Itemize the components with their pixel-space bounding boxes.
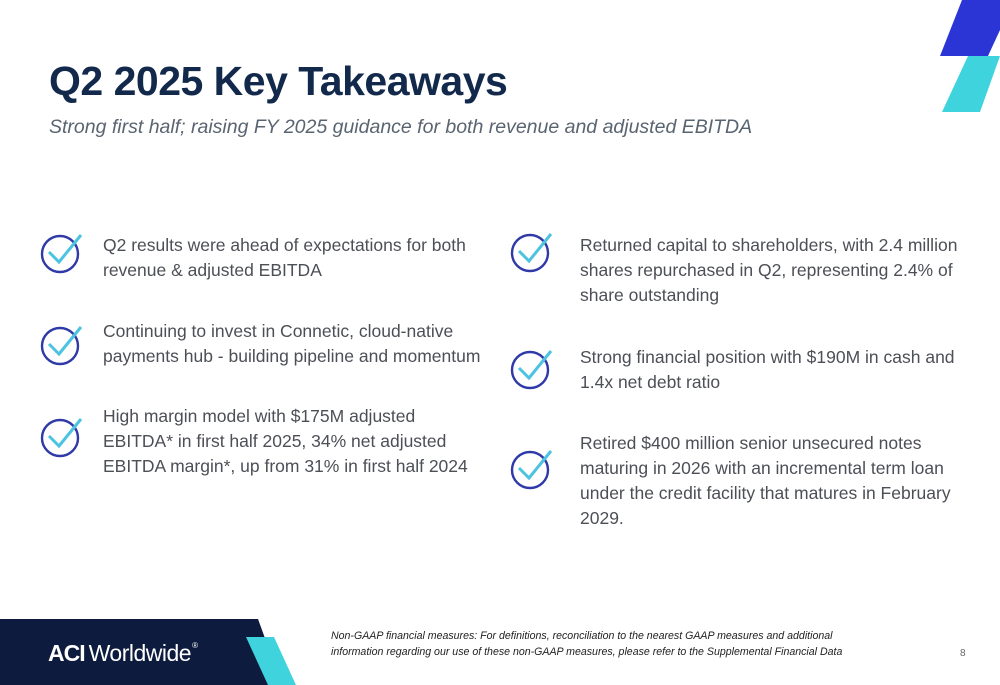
aci-worldwide-logo [48,640,198,667]
logo-mark: ACI [48,640,85,666]
takeaway-text: Continuing to invest in Connetic, cloud-native payments hub - building pipeline and momentum [103,321,481,366]
check-circle-icon [40,231,86,277]
takeaway-text: Strong financial position with $190M in cash and 1.4x net debt ratio [580,347,955,392]
check-circle-icon [40,413,86,459]
page-subtitle: Strong first half; raising FY 2025 guidance for both revenue and adjusted EBITDA [49,116,753,138]
check-circle-icon [40,321,86,367]
check-circle-icon [510,445,556,491]
check-circle-icon [510,230,556,276]
takeaway-text: Q2 results were ahead of expectations for both revenue & adjusted EBITDA [103,235,466,280]
check-circle-icon [510,345,556,391]
logo-registered: ® [192,641,198,650]
takeaway-text: Returned capital to shareholders, with 2.4 million shares repurchased in Q2, representing 2.4% of share outstanding [580,235,958,305]
page-number: 8 [960,648,966,659]
logo-wordmark: Worldwide [88,640,192,666]
takeaway-text: High margin model with $175M adjusted EBITDA* in first half 2025, 34% net adjusted EBITDA margin*, up from 31% in first half 2024 [103,406,468,476]
corner-blue-stripe [940,0,1000,56]
footnote: Non-GAAP financial measures: For definitions, reconciliation to the nearest GAAP measures and additional information regarding our use of these non-GAAP measures, please refer to the Supplemental Financial Data [331,630,843,658]
corner-accent-shapes [910,0,1000,115]
takeaway-text: Retired $400 million senior unsecured notes maturing in 2026 with an incremental term loan under the credit facility that matures in February 2029. [580,433,951,528]
page-title: Q2 2025 Key Takeaways [49,58,508,104]
